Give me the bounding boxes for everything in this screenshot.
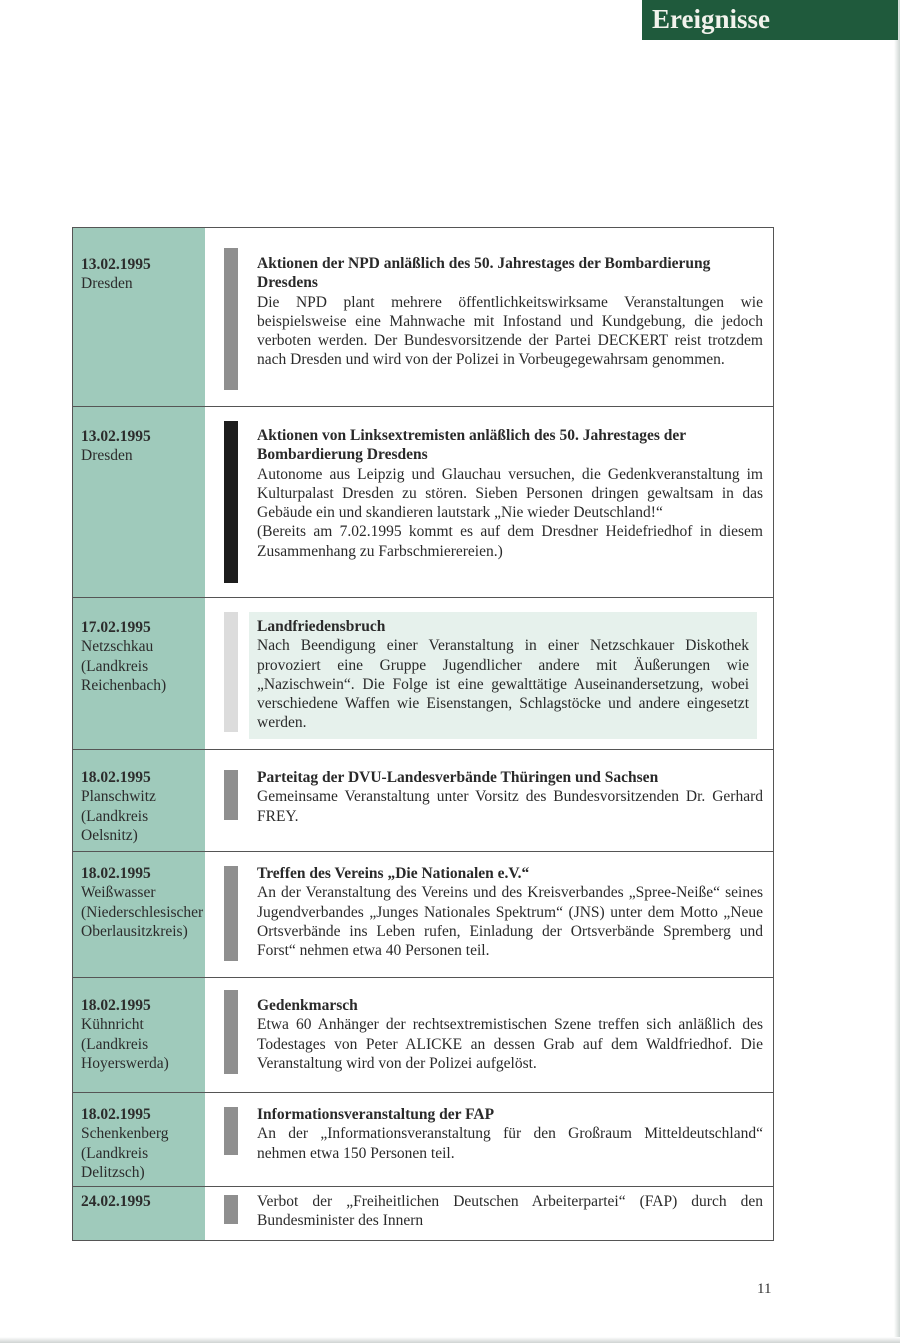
event-location: Dresden: [81, 447, 133, 465]
marker-bar: [224, 770, 238, 820]
event-body: Verbot der „Freiheitlichen Deutschen Arbeiterpartei“ (FAP) durch den Bundesminister des Innern: [257, 1193, 763, 1230]
event-location: Planschwitz (Landkreis Oelsnitz): [81, 788, 156, 844]
event-row: [73, 852, 773, 978]
event-date: 13.02.1995: [81, 256, 151, 273]
section-title: Ereignisse: [652, 4, 771, 34]
marker-bar: [224, 1107, 238, 1155]
event-row: [73, 1187, 773, 1241]
marker-bar: [224, 866, 238, 961]
page-edge: [894, 0, 900, 1343]
event-meta: [81, 996, 201, 1073]
event-date: 18.02.1995: [81, 769, 151, 786]
event-location: Schenkenberg (Landkreis Delitzsch): [81, 1125, 169, 1181]
event-location: Kühnricht (Landkreis Hoyerswerda): [81, 1016, 169, 1072]
event-content: [257, 768, 763, 826]
event-body: Etwa 60 Anhänger der rechtsextremistischen Szene treffen sich anläßlich des Todestages von Peter ALICKE an dessen Grab auf dem Waldfriedhof. Die Veranstaltung wird von der Polizei aufgelöst.: [257, 1016, 763, 1072]
page-edge: [0, 1337, 900, 1343]
event-location: Weißwasser (Niederschlesischer Oberlausitzkreis): [81, 884, 204, 940]
event-body: An der Veranstaltung des Vereins und des Kreisverbandes „Spree-Neiße“ seines Jugendverbandes „Junges Nationales Spektrum“ (JNS) unter dem Motto „Neue Ortsverbände ins Leben rufen, Einladung der Ortsverbände Spremberg und Forst“ nehmen etwa 40 Personen teil.: [257, 884, 763, 960]
marker-bar: [224, 1195, 238, 1224]
event-content: [257, 426, 763, 561]
marker-bar: [224, 248, 238, 390]
event-row: [73, 1093, 773, 1187]
event-title: Gedenkmarsch: [257, 997, 358, 1014]
event-title: Parteitag der DVU-Landesverbände Thüringen und Sachsen: [257, 769, 659, 786]
section-header: [642, 0, 898, 40]
marker-bar: [224, 612, 238, 732]
event-content: [257, 864, 763, 960]
event-title: Aktionen der NPD anläßlich des 50. Jahrestages der Bombardierung Dresdens: [257, 255, 711, 292]
marker-bar: [224, 421, 238, 583]
event-meta: [81, 255, 201, 294]
event-title: Informationsveranstaltung der FAP: [257, 1106, 495, 1123]
page-number: 11: [757, 1281, 772, 1297]
event-content: [257, 254, 763, 370]
event-body: Die NPD plant mehrere öffentlichkeitswirksame Veranstaltungen wie beispielsweise eine Mahnwache mit Infostand und Kundgebung, die jedoch verboten werden. Der Bundesvorsitzende der Partei DECKERT reist trotzdem nach Dresden und wird von der Polizei in Vorbeugegewahrsam genommen.: [257, 293, 763, 369]
event-meta: [81, 618, 201, 695]
event-meta: [81, 1105, 201, 1182]
event-date: 18.02.1995: [81, 997, 151, 1014]
event-meta: [81, 864, 204, 941]
event-date: 18.02.1995: [81, 865, 151, 882]
event-body: Autonome aus Leipzig und Glauchau versuchen, die Gedenkveranstaltung im Kulturpalast Dresden zu stören. Sieben Personen dringen gewaltsam in das Gebäude ein und skandieren lautstark „Nie wieder Deutschland!“: [257, 465, 763, 522]
event-row: [73, 978, 773, 1093]
events-table: [72, 227, 774, 1241]
event-date: 13.02.1995: [81, 428, 151, 445]
event-meta: [81, 1192, 201, 1211]
event-date: 24.02.1995: [81, 1193, 151, 1210]
event-meta: [81, 768, 201, 845]
event-date: 18.02.1995: [81, 1106, 151, 1123]
event-body: Nach Beendigung einer Veranstaltung in einer Netzschkauer Diskothek provoziert eine Gruppe Jugendlicher andere mit Äußerungen wie „Nazischwein“. Die Folge ist eine gewalttätige Auseinandersetzung, wobei verschiedene Waffen wie Eisenstangen, Schlagstöcke und andere eingesetzt werden.: [257, 637, 749, 732]
event-content: [257, 1105, 763, 1163]
event-body: Gemeinsame Veranstaltung unter Vorsitz des Bundesvorsitzenden Dr. Gerhard FREY.: [257, 788, 763, 825]
event-title: Treffen des Vereins „Die Nationalen e.V.“: [257, 865, 530, 882]
event-date: 17.02.1995: [81, 619, 151, 636]
event-row: [73, 228, 773, 407]
event-title: Landfriedensbruch: [257, 618, 386, 635]
event-row: [73, 598, 773, 750]
marker-bar: [224, 990, 238, 1074]
event-content: [257, 996, 763, 1073]
event-row: [73, 750, 773, 852]
event-location: Netzschkau (Landkreis Reichenbach): [81, 638, 167, 694]
event-note: (Bereits am 7.02.1995 kommt es auf dem Dresdner Heidefriedhof in diesem Zusammenhang zu Farbschmierereien.): [257, 523, 763, 560]
event-location: Dresden: [81, 275, 133, 293]
event-content: [257, 1192, 763, 1231]
event-body: An der „Informationsveranstaltung für den Großraum Mitteldeutschland“ nehmen etwa 150 Personen teil.: [257, 1125, 763, 1162]
event-content: [249, 612, 757, 739]
event-title: Aktionen von Linksextremisten anläßlich des 50. Jahrestages der Bombardierung Dresdens: [257, 427, 686, 464]
event-meta: [81, 427, 201, 466]
event-row: [73, 407, 773, 598]
